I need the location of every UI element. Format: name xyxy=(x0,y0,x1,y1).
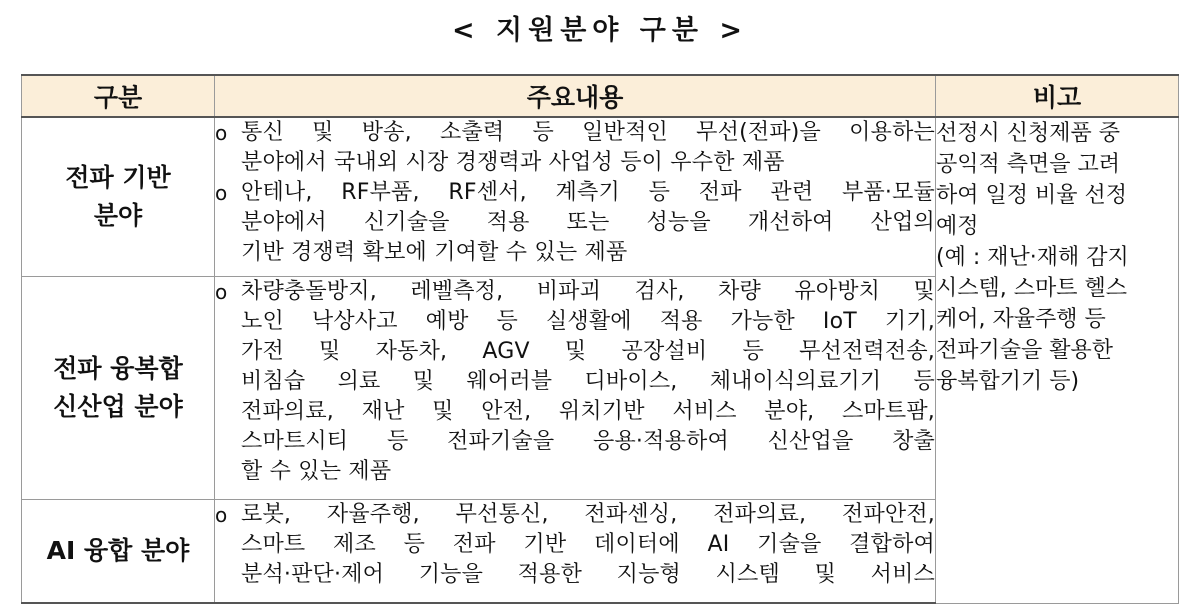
remark-line: 융복합기기 등) xyxy=(936,369,1080,394)
content-line: 통신 및 방송, 소출력 등 일반적인 무선(전파)을 이용하는 xyxy=(241,120,935,145)
remark-cell xyxy=(936,117,1179,603)
content-line: 분야에서 국내외 시장 경쟁력과 사업성 등이 우수한 제품 xyxy=(241,150,785,175)
support-field-table xyxy=(21,74,1179,604)
content-line: 로봇, 자율주행, 무선통신, 전파센싱, 전파의료, 전파안전, xyxy=(241,501,935,527)
content-line: 스마트 제조 등 전파 기반 데이터에 AI 기술을 결합하여 xyxy=(241,531,935,557)
category-cell xyxy=(22,276,215,499)
remark-line: 전파기술을 활용한 xyxy=(936,338,1114,363)
bullet-item xyxy=(215,500,935,590)
content-line: 스마트시티 등 전파기술을 응용·적용하여 신산업을 창출 xyxy=(241,428,935,454)
header-content: 주요내용 xyxy=(215,75,936,117)
bullet-marker: o xyxy=(215,121,228,145)
category-label: 분야 xyxy=(93,200,143,230)
header-remark: 비고 xyxy=(936,75,1179,117)
content-line: 차량충돌방지, 레벨측정, 비파괴 검사, 차량 유아방치 및 xyxy=(241,278,935,304)
bullet-item xyxy=(215,277,935,487)
document-title: < 지원분야 구분 > xyxy=(452,15,748,46)
category-cell xyxy=(22,499,215,603)
remark-line: 예정 xyxy=(936,214,979,239)
content-line: 비침습 의료 및 웨어러블 디바이스, 체내이식의료기기 등 xyxy=(241,368,935,394)
content-cell xyxy=(215,117,936,276)
content-line: 노인 낙상사고 예방 등 실생활에 적용 가능한 IoT 기기, xyxy=(241,308,935,334)
category-label: 전파 기반 xyxy=(65,162,171,192)
content-line: 할 수 있는 제품 xyxy=(241,458,392,484)
content-line: 분석·판단·제어 기능을 적용한 지능형 시스템 및 서비스 xyxy=(241,561,935,587)
remark-line: 선정시 신청제품 중 xyxy=(936,121,1121,146)
bullet-marker: o xyxy=(215,279,228,304)
content-cell xyxy=(215,276,936,499)
bullet-item xyxy=(215,178,935,268)
bullet-marker: o xyxy=(215,502,228,527)
content-line: 안테나, RF부품, RF센서, 계측기 등 전파 관련 부품·모듈 xyxy=(241,180,935,205)
content-line: 가전 및 자동차, AGV 및 공장설비 등 무선전력전송, xyxy=(241,338,935,364)
category-label: 신산업 분야 xyxy=(53,391,183,421)
table-header-row xyxy=(22,75,1179,117)
bullet-item xyxy=(215,118,935,178)
content-line: 기반 경쟁력 확보에 기여할 수 있는 제품 xyxy=(241,240,628,265)
content-cell xyxy=(215,499,936,603)
category-cell xyxy=(22,117,215,276)
remark-line: 케어, 자율주행 등 xyxy=(936,307,1106,332)
category-label: 전파 융복합 xyxy=(53,353,183,383)
header-category: 구분 xyxy=(22,75,215,117)
content-line: 전파의료, 재난 및 안전, 위치기반 서비스 분야, 스마트팜, xyxy=(241,398,935,424)
bullet-marker: o xyxy=(215,181,228,205)
content-line: 분야에서 신기술을 적용 또는 성능을 개선하여 산업의 xyxy=(241,210,935,235)
remark-line: 공익적 측면을 고려 xyxy=(936,152,1121,177)
table-row xyxy=(22,117,1179,276)
remark-line: 하여 일정 비율 선정 xyxy=(936,183,1127,208)
category-label: AI 융합 분야 xyxy=(46,535,190,565)
remark-line: (예 : 재난·재해 감지 xyxy=(936,245,1129,270)
remark-line: 시스템, 스마트 헬스 xyxy=(936,276,1127,301)
